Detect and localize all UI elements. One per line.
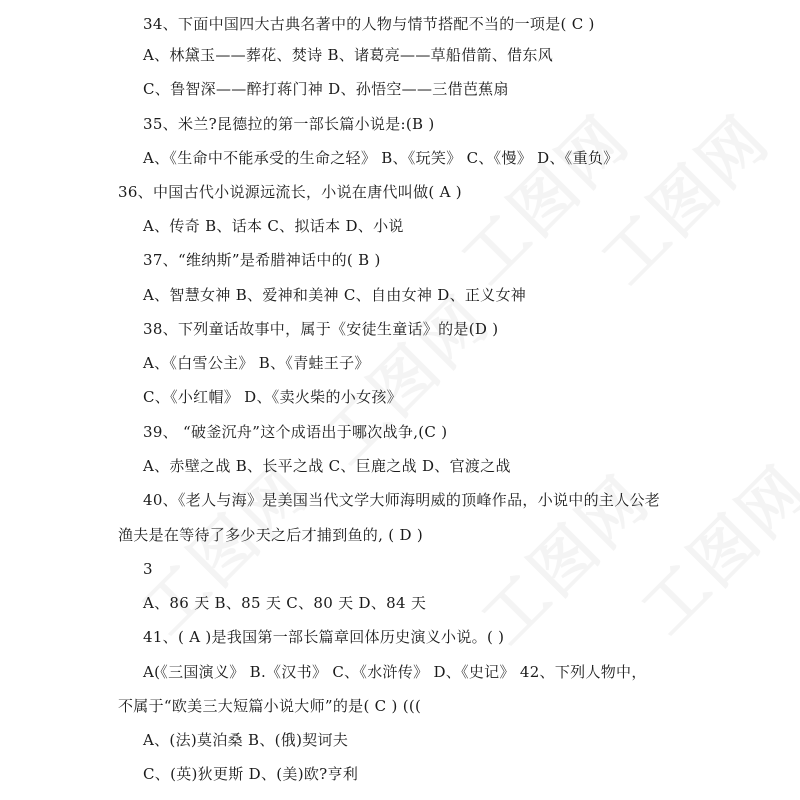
question-39: 39、 “破釜沉舟”这个成语出于哪次战争,(C )	[143, 423, 448, 441]
question-34-options-cd: C、鲁智深——醉打蒋门神 D、孙悟空——三借芭蕉扇	[143, 80, 509, 98]
watermark-text	[617, 441, 800, 650]
question-36: 36、中国古代小说源远流长，小说在唐代叫做( A )	[118, 183, 462, 201]
question-42-options-ab: A、(法)莫泊桑 B、(俄)契诃夫	[143, 731, 349, 749]
question-41-options: A(《三国演义》 B.《汉书》 C、《水浒传》 D、《史记》 42、下列人物中，	[143, 663, 647, 681]
watermark-text	[437, 91, 646, 300]
question-37: 37、“维纳斯”是希腊神话中的( B )	[143, 251, 381, 269]
question-42-options-cd: C、(英)狄更斯 D、(美)欧?亨利	[143, 765, 359, 783]
watermark-text	[577, 91, 786, 300]
question-40: 40、《老人与海》是美国当代文学大师海明威的顶峰作品，小说中的主人公老	[143, 491, 661, 509]
question-41: 41、( A )是我国第一部长篇章回体历史演义小说。( )	[143, 628, 505, 646]
question-40-options: A、86 天 B、85 天 C、80 天 D、84 天	[143, 594, 427, 612]
question-38-options-ab: A、《白雪公主》 B、《青蛙王子》	[143, 354, 370, 372]
question-35: 35、米兰?昆德拉的第一部长篇小说是:(B )	[143, 115, 435, 133]
question-38: 38、下列童话故事中，属于《安徒生童话》的是(D )	[143, 320, 499, 338]
question-38-options-cd: C、《小红帽》 D、《卖火柴的小女孩》	[143, 388, 402, 406]
question-35-options: A、《生命中不能承受的生命之轻》 B、《玩笑》 C、《慢》 D、《重负》	[143, 149, 619, 167]
question-42: 不属于“欧美三大短篇小说大师”的是( C ) (((	[118, 697, 422, 715]
question-34: 34、下面中国四大古典名著中的人物与情节搭配不当的一项是( C )	[143, 15, 595, 33]
question-40-continued: 渔夫是在等待了多少天之后才捕到鱼的, ( D )	[118, 526, 424, 544]
question-36-options: A、传奇 B、话本 C、拟话本 D、小说	[143, 217, 404, 235]
question-39-options: A、赤壁之战 B、长平之战 C、巨鹿之战 D、官渡之战	[143, 457, 511, 475]
question-34-options-ab: A、林黛玉——葬花、焚诗 B、诸葛亮——草船借箭、借东风	[143, 46, 554, 64]
question-37-options: A、智慧女神 B、爱神和美神 C、自由女神 D、正义女神	[143, 286, 527, 304]
page-number: 3	[143, 560, 153, 578]
